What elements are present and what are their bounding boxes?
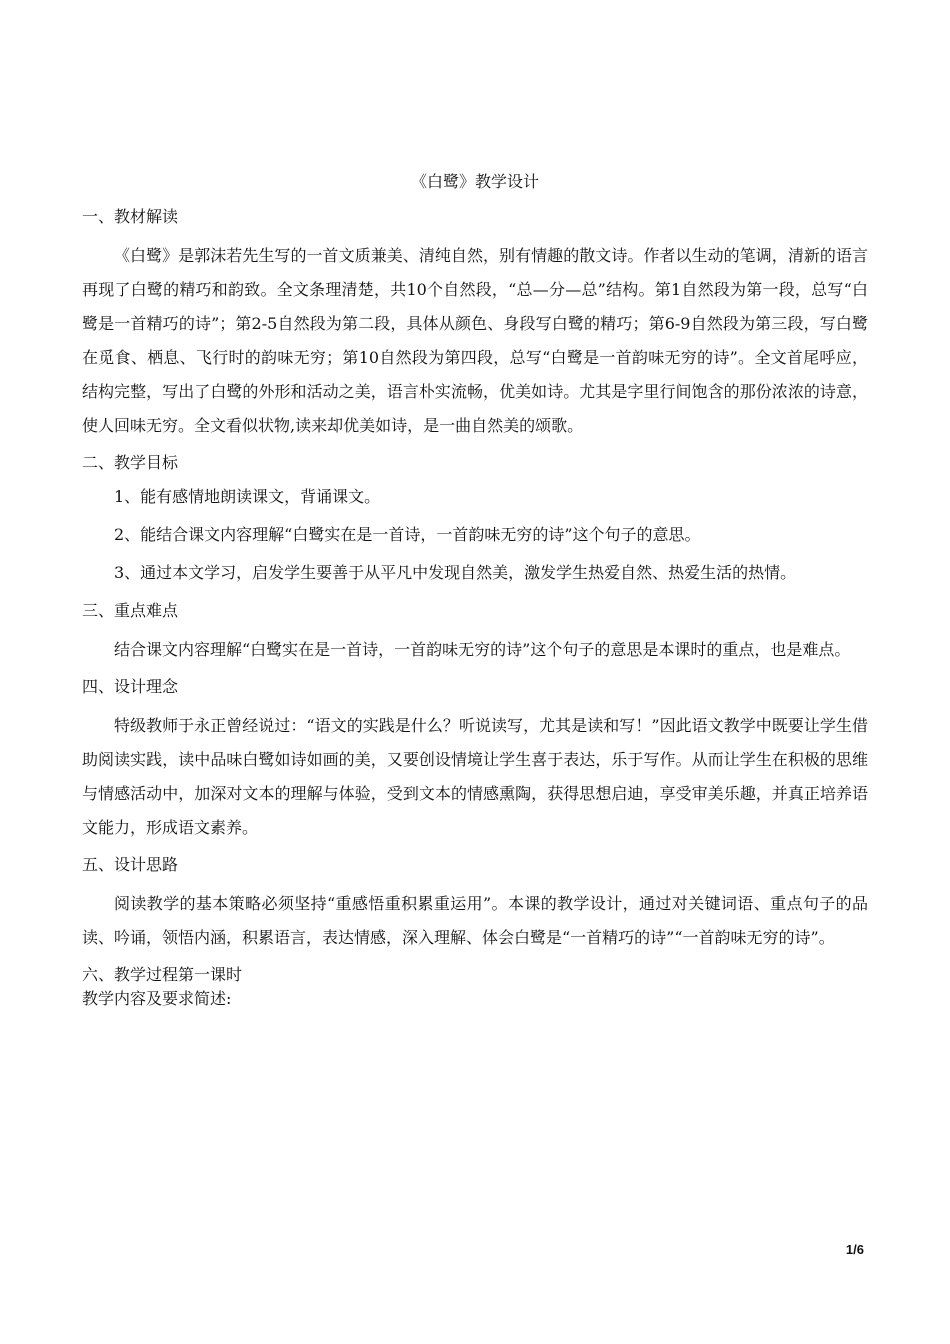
section-paragraph: 《白鹭》是郭沫若先生写的一首文质兼美、清纯自然，别有情趣的散文诗。作者以生动的笔调，清新的语言再现了白鹭的精巧和韵致。全文条理清楚，共10个自然段，“总—分—总”结构。第1自然段为第一段，总写“白鹭是一首精巧的诗”；第2-5自然段为第二段，具体从颜色、身段写白鹭的精巧；第6-9自然段为第三段，写白鹭在觅食、栖息、飞行时的韵味无穷；第10自然段为第四段，总写“白鹭是一首韵味无穷的诗”。全文首尾呼应，结构完整，写出了白鹭的外形和活动之美，语言朴实流畅，优美如诗。尤其是字里行间饱含的那份浓浓的诗意，使人回味无穷。全文看似状物,读来却优美如诗，是一曲自然美的颂歌。 (82, 246, 868, 435)
section-heading: 二、教学目标 (82, 453, 179, 472)
section-teaching-goals (82, 451, 868, 585)
section-heading: 六、教学过程第一课时 (82, 965, 243, 984)
page-number: 1/6 (845, 1242, 864, 1257)
section-teaching-process (82, 963, 868, 1011)
goal-item: 3、通过本文学习，启发学生要善于从平凡中发现自然美，激发学生热爱自然、热爱生活的热情。 (114, 563, 797, 582)
content-summary-label: 教学内容及要求简述: (82, 989, 232, 1008)
section-key-difficulties (82, 599, 868, 667)
section-paragraph: 特级教师于永正曾经说过：“语文的实践是什么？听说读写，尤其是读和写！”因此语文教学中既要让学生借助阅读实践，读中品味白鹭如诗如画的美，又要创设情境让学生喜于表达，乐于写作。从而让学生在积极的思维与情感活动中，加深对文本的理解与体验，受到文本的情感熏陶，获得思想启迪，享受审美乐趣，并真正培养语文能力，形成语文素养。 (82, 716, 868, 837)
section-heading: 三、重点难点 (82, 601, 179, 620)
goal-item: 1、能有感情地朗读课文，背诵课文。 (114, 487, 381, 506)
section-heading: 四、设计理念 (82, 677, 179, 696)
section-design-concept (82, 675, 868, 845)
section-heading: 五、设计思路 (82, 855, 179, 874)
section-paragraph: 阅读教学的基本策略必须坚持“重感悟重积累重运用”。本课的教学设计，通过对关键词语、重点句子的品读、吟诵，领悟内涵，积累语言，表达情感，深入理解、体会白鹭是“一首精巧的诗”“一首韵味无穷的诗”。 (82, 894, 868, 947)
section-paragraph: 结合课文内容理解“白鹭实在是一首诗，一首韵味无穷的诗”这个句子的意思是本课时的重点，也是难点。 (114, 640, 851, 659)
section-textbook-analysis (82, 205, 868, 443)
section-heading: 一、教材解读 (82, 207, 179, 226)
document-body (82, 205, 868, 1011)
section-design-approach (82, 853, 868, 955)
goal-item: 2、能结合课文内容理解“白鹭实在是一首诗，一首韵味无穷的诗”这个句子的意思。 (114, 525, 701, 544)
document-title: 《白鹭》教学设计 (410, 172, 539, 191)
